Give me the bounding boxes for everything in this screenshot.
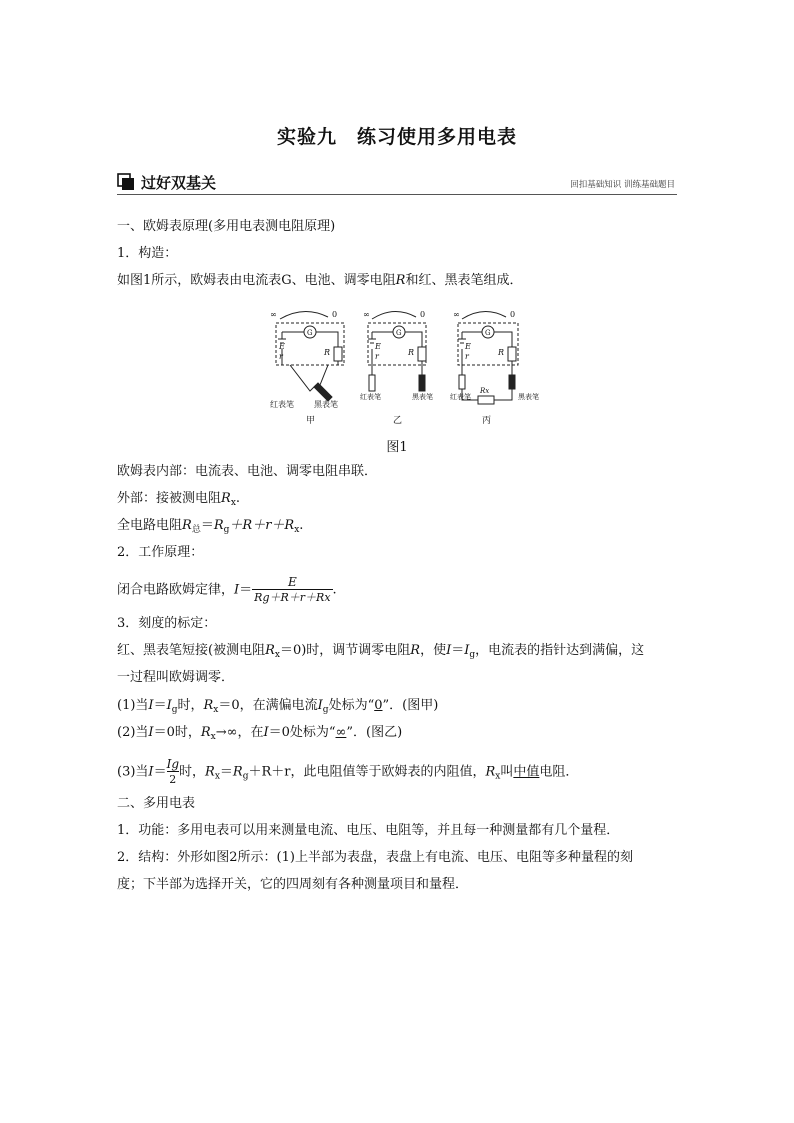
- label-r-b: R: [408, 348, 415, 357]
- paragraph-structure: 2．结构：外形如图2所示：(1)上半部为表盘，表盘上有电流、电压、电阻等多种量程的刻: [117, 850, 633, 865]
- paragraph-calibration: 红、黑表笔短接(被测电阻$R_x=0$)时，调节调零电阻R，使$I=I_g$，电流表的指针达到满偏，这: [117, 643, 645, 660]
- page-title: 实验九 练习使用多用电表: [276, 126, 517, 148]
- label-g-c: G: [485, 329, 491, 337]
- label-g-a: G: [307, 329, 313, 337]
- label-g-b: G: [396, 329, 402, 337]
- subheading-construction: 1．构造：: [117, 246, 178, 261]
- circuit-jia: [276, 311, 344, 401]
- label-r-a: R: [324, 348, 331, 357]
- label-inf-a: ∞: [270, 310, 277, 319]
- heading-ohmmeter-principle: 一、欧姆表原理(多用电表测电阻原理): [117, 219, 336, 234]
- label-r-int-c: r: [465, 352, 469, 361]
- label-red-pen-b: 红表笔: [360, 393, 381, 401]
- subheading-calibration: 3．刻度的标定：: [117, 616, 217, 631]
- label-black-pen-a: 黑表笔: [314, 400, 338, 409]
- paragraph-external: 外部：接被测电阻$R_x$.: [117, 491, 241, 508]
- calibration-item-1: (1)当$I=I_g$时，$R_x=0$，在满偏电流$I_g$处标为“0”．(图甲): [117, 698, 439, 715]
- section-header: [117, 172, 677, 195]
- label-e-c: E: [465, 342, 471, 351]
- label-black-pen-c: 黑表笔: [518, 393, 539, 401]
- subheading-principle: 2．工作原理：: [117, 545, 204, 560]
- section-subtitle: 回扣基础知识 训练基础题目: [570, 180, 675, 190]
- paragraph-total-resistance: 全电路电阻$R_总=R_g+R+r+R_x$.: [117, 518, 304, 535]
- label-r-int-b: r: [375, 352, 379, 361]
- section-title: 过好双基关: [141, 174, 217, 192]
- paragraph-function: 1．功能：多用电表可以用来测量电流、电压、电阻等，并且每一种测量都有几个量程．: [117, 823, 620, 838]
- label-rx-c: Rx: [480, 387, 490, 395]
- label-zero-a: 0: [332, 310, 338, 319]
- label-black-pen-b: 黑表笔: [412, 393, 433, 401]
- label-r-c: R: [498, 348, 505, 357]
- half-ig-fraction: $\frac{Ig}{2}$: [166, 757, 179, 786]
- paragraph-calibration-cont: 一过程叫欧姆调零．: [117, 670, 235, 685]
- figure-caption: 图1: [386, 440, 408, 455]
- label-e-a: E: [279, 342, 285, 351]
- label-r-int-a: r: [279, 352, 283, 361]
- label-red-pen-c: 红表笔: [450, 393, 471, 401]
- label-inf-c: ∞: [453, 310, 460, 319]
- section-icon: [117, 173, 135, 191]
- label-zero-b: 0: [420, 310, 426, 319]
- label-red-pen-a: 红表笔: [270, 400, 294, 409]
- figure-ohmmeter-circuits: [262, 303, 539, 428]
- paragraph-construction: 如图1所示，欧姆表由电流表G、电池、调零电阻R和红、黑表笔组成．: [117, 273, 523, 288]
- label-yi: 乙: [393, 416, 403, 426]
- label-bing: 丙: [482, 416, 492, 426]
- formula-fraction: $\frac{E}{Rg+R+r+Rx}$: [254, 575, 331, 604]
- paragraph-structure-cont: 度；下半部为选择开关，它的四周刻有各种测量项目和量程．: [117, 877, 469, 892]
- label-jia: 甲: [306, 416, 316, 426]
- paragraph-internal: 欧姆表内部：电流表、电池、调零电阻串联．: [117, 464, 378, 479]
- calibration-item-3: (3)当I＝ $\frac{Ig}{2}$ 时，$R_x=R_g+R+r$，此电阻值等于欧姆表的内阻值，$R_x$叫中值电阻．: [117, 757, 579, 786]
- heading-multimeter: 二、多用电表: [117, 796, 196, 811]
- paragraph-ohm-law: 闭合电路欧姆定律，I＝ $\frac{E}{Rg+R+r+Rx}$ .: [117, 575, 337, 604]
- calibration-item-2: (2)当I＝0时，$R_x\to\infty$，在I＝0处标为“∞”．(图乙): [117, 725, 403, 742]
- label-zero-c: 0: [510, 310, 516, 319]
- label-e-b: E: [375, 342, 381, 351]
- label-inf-b: ∞: [363, 310, 370, 319]
